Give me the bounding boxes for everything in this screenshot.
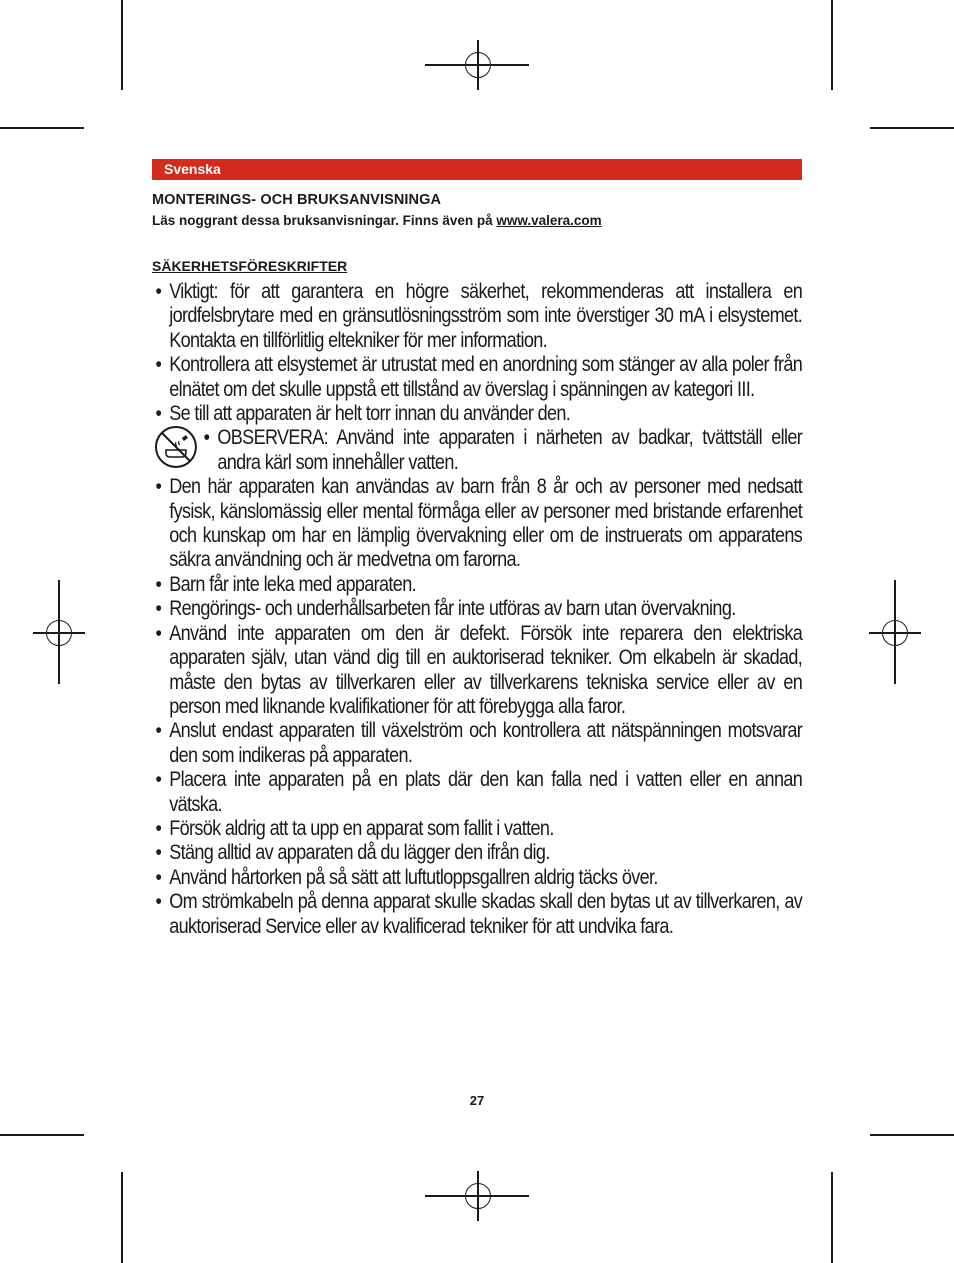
no-water-bath-icon — [152, 424, 200, 470]
crop-mark — [0, 127, 84, 129]
safety-instructions — [152, 280, 802, 939]
website-link[interactable]: www.valera.com — [496, 213, 602, 228]
instruction-list — [152, 280, 802, 939]
document-title: MONTERINGS- OCH BRUKSANVISNINGA — [152, 192, 442, 208]
language-label: Svenska — [164, 161, 221, 177]
list-item: • Försök aldrig att ta upp en apparat som fallit i vatten. — [152, 817, 802, 841]
crop-mark — [121, 1172, 123, 1263]
list-item: • Rengörings- och underhållsarbeten får inte utföras av barn utan övervakning. — [152, 597, 802, 621]
list-item: • Om strömkabeln på denna apparat skulle skadas skall den bytas ut av tillverkaren, av auktoriserad Service eller av kvalificerad tekniker för att undvika fara. — [152, 890, 802, 939]
list-item: • Viktigt: för att garantera en högre säkerhet, rekommenderas att installera en jordfelsbrytare med en gränsutlösningsström som inte överstiger 30 mA i elsystemet. Kontakta en tillförlitlig eltekniker för mer information. — [152, 280, 802, 353]
list-item: • Stäng alltid av apparaten då du lägger den ifrån dig. — [152, 841, 802, 865]
crop-mark — [831, 1172, 833, 1263]
list-item-warning — [152, 426, 802, 475]
list-item: • Kontrollera att elsystemet är utrustat med en anordning som stänger av alla poler från elnätet om det skulle uppstå ett tillstånd av överslag i spänningen av kategori III. — [152, 353, 802, 402]
warning-text: OBSERVERA: Använd inte apparaten i närheten av badkar, tvättställ eller andra kärl som innehåller vatten. — [217, 426, 803, 474]
list-item: • Placera inte apparaten på en plats där den kan falla ned i vatten eller en annan vätska. — [152, 768, 802, 817]
list-item: • Den här apparaten kan användas av barn från 8 år och av personer med nedsatt fysisk, känslomässig eller mental förmåga eller av personer med bristande erfarenhet och kunskap om har en lämplig övervakning eller om de instruerats om apparatens säkra användning och är medvetna om farorna. — [152, 475, 802, 573]
intro-sentence: Läs noggrant dessa bruksanvisningar. Finns även på — [152, 213, 493, 228]
list-item: • Anslut endast apparaten till växelström och kontrollera att nätspänningen motsvarar den som indikeras på apparaten. — [152, 719, 802, 768]
crop-mark — [121, 0, 123, 90]
page-number: 27 — [469, 1093, 485, 1108]
crop-mark — [870, 127, 954, 129]
intro-text — [152, 213, 602, 228]
language-bar — [152, 159, 802, 180]
list-item: • Barn får inte leka med apparaten. — [152, 573, 802, 597]
crop-mark — [0, 1134, 84, 1136]
list-item: • Se till att apparaten är helt torr innan du använder den. — [152, 402, 802, 426]
crop-mark — [870, 1134, 954, 1136]
section-heading: SÄKERHETSFÖRESKRIFTER — [152, 258, 348, 274]
list-item: • Använd hårtorken på så sätt att luftutloppsgallren aldrig täcks över. — [152, 866, 802, 890]
list-item: • Använd inte apparaten om den är defekt. Försök inte reparera den elektriska apparaten själv, utan vänd dig till en auktoriserad tekniker. Om elkabeln är skadad, måste den bytas av tillverkaren eller av tillverkarens tekniska service eller av en person med liknande kvalifikationer för att förebygga alla faror. — [152, 622, 802, 720]
crop-mark — [831, 0, 833, 90]
